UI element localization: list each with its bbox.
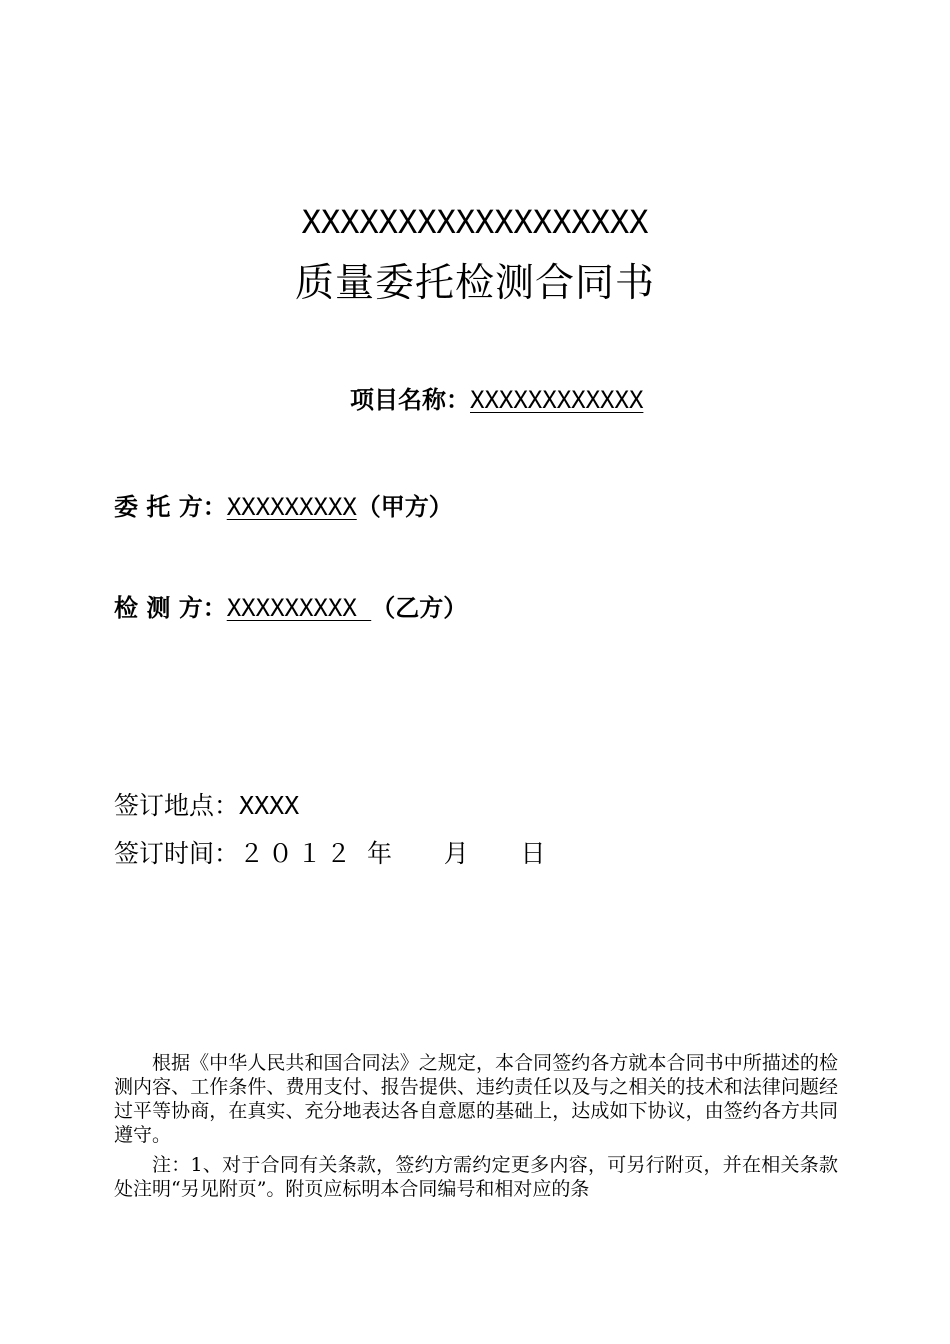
signing-time-line xyxy=(114,834,550,870)
signing-place-value: XXXX xyxy=(239,791,300,820)
tester-line xyxy=(114,588,467,623)
document-title-code: XXXXXXXXXXXXXXXXXX xyxy=(301,203,649,241)
project-name-line xyxy=(350,380,643,415)
client-suffix: （甲方） xyxy=(356,493,453,521)
document-title: 质量委托检测合同书 xyxy=(294,261,655,306)
client-value: XXXXXXXXX xyxy=(226,493,357,521)
signing-place-line xyxy=(114,786,299,822)
tester-suffix: （乙方） xyxy=(371,594,468,622)
signing-place-label: 签订地点： xyxy=(114,791,240,820)
tester-value: XXXXXXXXX xyxy=(226,594,372,622)
project-name-value: XXXXXXXXXXXX xyxy=(470,386,644,414)
project-name-label: 项目名称： xyxy=(350,386,470,414)
client-line xyxy=(114,487,453,522)
signing-time-value: ２０１２ 年 月 日 xyxy=(239,839,550,868)
client-label: 委 托 方： xyxy=(114,493,227,521)
preamble-paragraph: 根据《中华人民共和国合同法》之规定，本合同签约各方就本合同书中所描述的检测内容、工作条件、费用支付、报告提供、违约责任以及与之相关的技术和法律问题经过平等协商，在真实、充分地表达各自意愿的基础上，达成如下协议，由签约各方共同遵守。 xyxy=(114,1052,838,1146)
signing-time-label: 签订时间： xyxy=(114,839,240,868)
tester-label: 检 测 方： xyxy=(114,594,227,622)
note-paragraph: 注：1、对于合同有关条款，签约方需约定更多内容，可另行附页，并在相关条款处注明“另见附页”。附页应标明本合同编号和相对应的条 xyxy=(114,1154,838,1200)
